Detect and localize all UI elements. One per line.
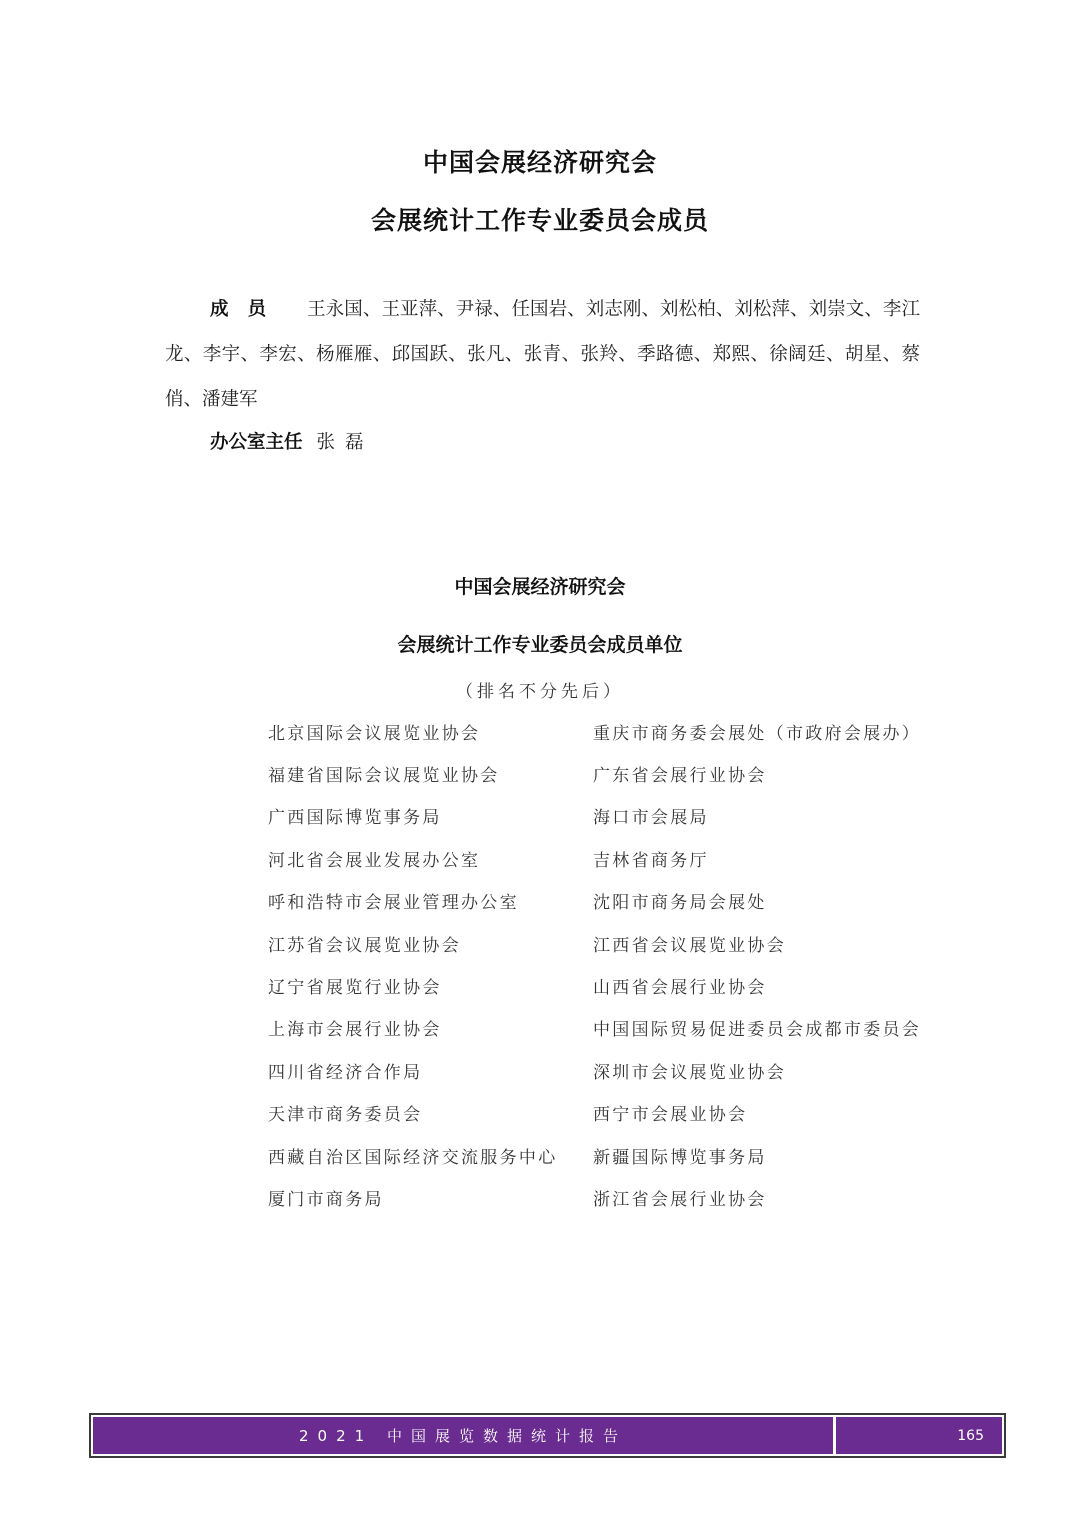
unit-row <box>268 1134 948 1176</box>
unit-row <box>268 710 948 752</box>
committee-title-line1: 中国会展经济研究会 <box>422 148 657 177</box>
footer-report-title: 2021 中国展览数据统计报告 <box>93 1417 833 1454</box>
unit-right: 中国国际贸易促进委员会成都市委员会 <box>593 1020 922 1041</box>
unit-left: 天津市商务委员会 <box>268 1105 423 1126</box>
unit-row <box>268 837 948 879</box>
unit-left: 厦门市商务局 <box>268 1189 384 1210</box>
unit-left: 福建省国际会议展览业协会 <box>268 766 500 787</box>
unit-row <box>268 1092 948 1134</box>
member-units-list <box>268 710 948 1219</box>
committee-title-line2: 会展统计工作专业委员会成员 <box>370 206 709 235</box>
page-footer <box>89 1413 1006 1458</box>
unit-row <box>268 1176 948 1218</box>
unit-right: 新疆国际博览事务局 <box>593 1147 767 1168</box>
unit-left: 西藏自治区国际经济交流服务中心 <box>268 1147 558 1168</box>
unit-right: 吉林省商务厅 <box>593 850 709 871</box>
unit-left: 河北省会展业发展办公室 <box>268 850 481 871</box>
footer-bar <box>93 1417 1002 1454</box>
unit-right: 深圳市会议展览业协会 <box>593 1062 786 1083</box>
ranking-note: （排名不分先后） <box>456 682 624 702</box>
members-paragraph <box>165 287 920 422</box>
page-number: 165 <box>836 1417 1002 1454</box>
unit-right: 西宁市会展业协会 <box>593 1105 748 1126</box>
office-director <box>210 425 374 461</box>
unit-row <box>268 922 948 964</box>
unit-row <box>268 1049 948 1091</box>
members-label: 成员 <box>210 299 286 320</box>
unit-row <box>268 880 948 922</box>
units-title-line2: 会展统计工作专业委员会成员单位 <box>397 634 683 656</box>
unit-row <box>268 795 948 837</box>
members-list: 王永国、王亚萍、尹禄、任国岩、刘志刚、刘松柏、刘松萍、刘崇文、李江龙、李宇、李宏、杨雁雁、邱国跃、张凡、张青、张羚、季路德、郑熙、徐阔廷、胡星、蔡俏、潘建军 <box>165 299 920 410</box>
unit-right: 江西省会议展览业协会 <box>593 935 786 956</box>
director-label: 办公室主任 <box>210 432 303 453</box>
unit-left: 北京国际会议展览业协会 <box>268 723 481 744</box>
unit-left: 辽宁省展览行业协会 <box>268 978 442 999</box>
units-title-line1: 中国会展经济研究会 <box>454 576 626 598</box>
unit-left: 四川省经济合作局 <box>268 1062 423 1083</box>
unit-right: 沈阳市商务局会展处 <box>593 893 767 914</box>
unit-right: 重庆市商务委会展处（市政府会展办） <box>593 723 922 744</box>
unit-left: 广西国际博览事务局 <box>268 808 442 829</box>
unit-right: 山西省会展行业协会 <box>593 978 767 999</box>
unit-left: 呼和浩特市会展业管理办公室 <box>268 893 519 914</box>
unit-right: 广东省会展行业协会 <box>593 766 767 787</box>
unit-row <box>268 752 948 794</box>
unit-row <box>268 964 948 1006</box>
unit-right: 浙江省会展行业协会 <box>593 1189 767 1210</box>
unit-right: 海口市会展局 <box>593 808 709 829</box>
director-name: 张磊 <box>316 432 374 453</box>
unit-left: 上海市会展行业协会 <box>268 1020 442 1041</box>
unit-row <box>268 1007 948 1049</box>
unit-left: 江苏省会议展览业协会 <box>268 935 461 956</box>
